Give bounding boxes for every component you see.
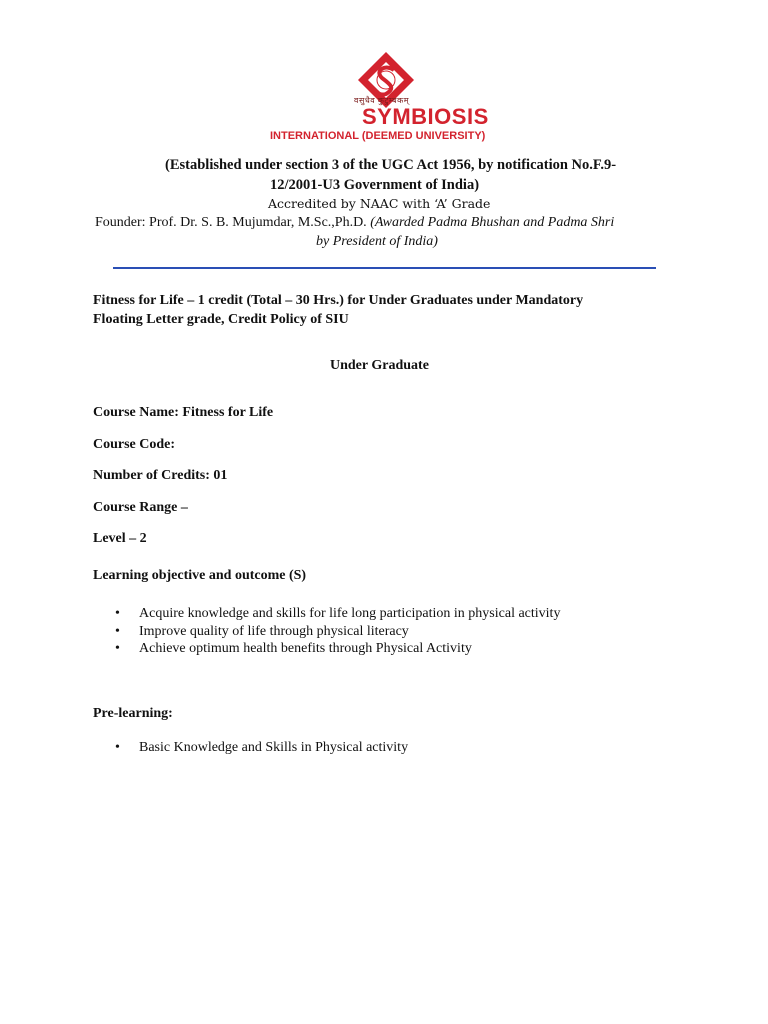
course-range: Course Range –: [93, 500, 188, 515]
prelearning-list: [93, 739, 408, 757]
founder-line: [95, 215, 614, 231]
brand-name: SYMBIOSIS: [362, 104, 489, 129]
policy-line-2: Floating Letter grade, Credit Policy of SIU: [93, 312, 349, 327]
course-name: Course Name: Fitness for Life: [93, 405, 274, 420]
founder-award: (Awarded Padma Bhushan and Padma Shri: [370, 215, 615, 230]
list-item: • Improve quality of life through physical literacy: [93, 623, 560, 641]
list-item: • Acquire knowledge and skills for life long participation in physical activity: [93, 605, 560, 623]
number-of-credits: Number of Credits: 01: [93, 468, 228, 483]
founder-award-line-2: by President of India): [316, 234, 438, 249]
level-heading: Under Graduate: [330, 358, 429, 373]
accreditation-text: Accredited by NAAC with ‘A’ Grade: [268, 196, 491, 211]
founder-name: Founder: Prof. Dr. S. B. Mujumdar, M.Sc.,Ph.D.: [95, 215, 371, 230]
policy-statement: [93, 291, 693, 329]
course-level: Level – 2: [93, 531, 147, 546]
course-code: Course Code:: [93, 437, 176, 452]
established-line-1: (Established under section 3 of the UGC Act 1956, by notification No.F.9-: [165, 157, 617, 173]
header-divider: [113, 267, 656, 269]
motto-text: वसुधैव कुटुम्बकम्: [354, 96, 409, 105]
established-line-2: 12/2001-U3 Government of India): [270, 177, 480, 193]
prelearning-heading: Pre-learning:: [93, 706, 173, 721]
objectives-list: [93, 605, 560, 658]
policy-line-1: Fitness for Life – 1 credit (Total – 30 Hrs.) for Under Graduates under Mandatory: [93, 293, 584, 308]
objectives-heading: Learning objective and outcome (S): [93, 568, 307, 583]
list-item: • Basic Knowledge and Skills in Physical activity: [93, 739, 408, 757]
brand-subtitle: INTERNATIONAL (DEEMED UNIVERSITY): [270, 130, 486, 142]
list-item: • Achieve optimum health benefits through Physical Activity: [93, 640, 560, 658]
